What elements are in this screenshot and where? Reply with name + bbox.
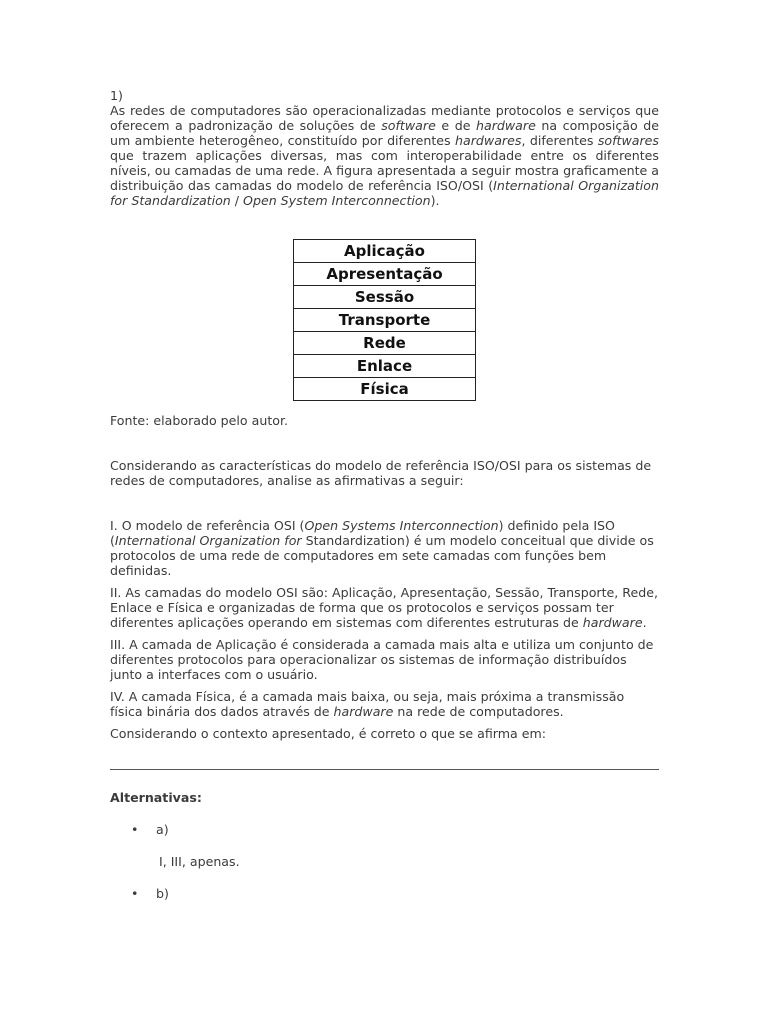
- statement-text-part: Standardization) é um modelo conceitual que divide os protocolos de uma rede de computadores em sete camadas com funções bem definidas.: [110, 533, 654, 578]
- question-page: [110, 88, 659, 901]
- statement-emphasis: Open Systems Interconnection: [304, 518, 499, 533]
- osi-layer-session: Sessão: [294, 285, 475, 308]
- osi-layer-application: Aplicação: [344, 242, 425, 260]
- statement-text-part: II. As camadas do modelo OSI são: Aplicação, Apresentação, Sessão, Transporte, Rede, Enlace e Física e organizadas de forma que os protocolos e serviços possam ter diferentes aplicações operando em sistemas com diferentes estruturas de: [110, 585, 658, 630]
- osi-layers-figure: [293, 239, 476, 401]
- intro-text-part: e de: [435, 118, 477, 133]
- question-number: 1): [110, 88, 123, 103]
- statement-1: [110, 518, 659, 578]
- intro-emphasis: softwares: [597, 133, 659, 148]
- statement-text-part: ) definido pela ISO (: [110, 518, 615, 548]
- alternative-b[interactable]: [110, 886, 659, 901]
- statement-4: [110, 689, 659, 719]
- statement-3: [110, 637, 659, 682]
- statement-text-part: .: [642, 615, 647, 630]
- intro-text-part: ).: [430, 193, 440, 208]
- closing-prompt: Considerando o contexto apresentado, é correto o que se afirma em:: [110, 726, 546, 741]
- figure-source: Fonte: elaborado pelo autor.: [110, 413, 288, 428]
- statement-text-part: IV. A camada Física, é a camada mais baixa, ou seja, mais próxima a transmissão física binária dos dados através de: [110, 689, 625, 719]
- statement-2: [110, 585, 659, 630]
- statement-text-part: na rede de computadores.: [393, 704, 564, 719]
- bullet-icon: •: [131, 886, 139, 901]
- intro-text-part: que trazem aplicações diversas, mas com interoperabilidade entre os diferentes níveis, ou camadas de uma rede. A figura apresentada a seguir mostra graficamente a distribuição das camadas do modelo de referência ISO/OSI (: [110, 148, 659, 193]
- osi-layer-presentation: Apresentação: [294, 262, 475, 285]
- intro-text-part: na composição de um ambiente heterogêneo, constituído por diferentes: [110, 118, 659, 148]
- intro-emphasis: software: [381, 118, 436, 133]
- intro-emphasis: International Organization for Standardization: [110, 178, 659, 208]
- osi-layer-datalink: Enlace: [294, 354, 475, 377]
- statement-emphasis: hardware: [582, 615, 643, 630]
- statement-emphasis: International Organization for: [114, 533, 302, 548]
- statement-emphasis: hardware: [333, 704, 394, 719]
- alternatives-title: Alternativas:: [110, 790, 202, 805]
- statement-text-part: I. O modelo de referência OSI (: [110, 518, 305, 533]
- alternative-a-label[interactable]: a): [156, 822, 169, 837]
- osi-layer-network: Rede: [294, 331, 475, 354]
- osi-layer-transport: Transporte: [294, 308, 475, 331]
- intro-emphasis: hardwares: [455, 133, 522, 148]
- alternative-a-text[interactable]: I, III, apenas.: [159, 854, 240, 869]
- intro-text-part: As redes de computadores são operacionalizadas mediante protocolos e serviços que oferecem a padronização de soluções de: [110, 103, 659, 133]
- alternative-a[interactable]: [110, 822, 659, 837]
- statement-text-part: III. A camada de Aplicação é considerada a camada mais alta e utiliza um conjunto de diferentes protocolos para operacionalizar os sistemas de informação distribuídos junto a interfaces com o usuário.: [110, 637, 654, 682]
- osi-layer-physical: Física: [294, 377, 475, 400]
- intro-text-part: , diferentes: [521, 133, 598, 148]
- intro-emphasis: hardware: [476, 118, 536, 133]
- alternatives-list: [110, 822, 659, 837]
- alternatives-list-continued: [110, 886, 659, 901]
- alternative-b-label[interactable]: b): [156, 886, 169, 901]
- intro-text-part: /: [230, 193, 244, 208]
- bullet-icon: •: [131, 822, 139, 837]
- intro-paragraph: [110, 103, 659, 208]
- section-divider: [110, 769, 659, 770]
- analysis-prompt: Considerando as características do modelo de referência ISO/OSI para os sistemas de redes de computadores, analise as afirmativas a seguir:: [110, 458, 652, 488]
- intro-emphasis: Open System Interconnection: [243, 193, 431, 208]
